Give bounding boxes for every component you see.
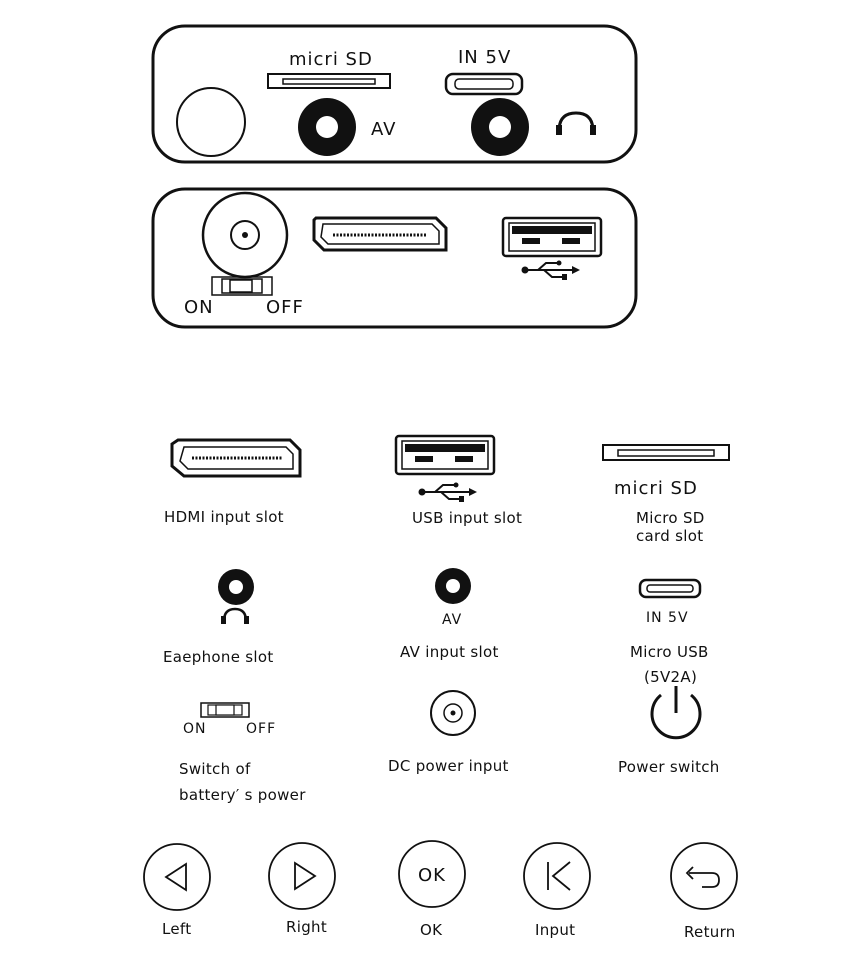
av-label: AV [371,119,397,140]
legend-dc-jack-icon [431,691,475,735]
return-arrow-icon [687,867,719,887]
legend-battery-label-line2: battery′ s power [179,786,306,804]
micro-usb-port-icon [446,74,522,94]
usb-port-icon [503,218,601,256]
in5v-label: IN 5V [458,47,512,68]
right-button-label: Right [286,918,327,936]
dc-jack-icon [203,193,287,277]
legend-headphone-icon [221,609,249,624]
ok-symbol-text: OK [418,865,446,886]
legend-microsd-label-line1: Micro SD [636,509,705,527]
hdmi-port-icon [314,218,446,250]
return-button-label: Return [684,923,736,941]
bottom-panel-frame [153,189,636,327]
legend-battery-label-line1: Switch of [179,760,251,778]
legend-usb-trident-icon [419,483,478,503]
top-panel-frame [153,26,636,162]
microsd-label: micri SD [289,49,373,70]
microsd-slot-icon [268,74,390,88]
legend-microsd-text: micri SD [614,478,698,499]
legend-hdmi-label: HDMI input slot [164,508,284,526]
top-panel [153,26,636,162]
legend-hdmi-icon [172,440,300,476]
bottom-panel [153,189,636,327]
legend-dc-label: DC power input [388,757,509,775]
legend-off-text: OFF [246,721,277,737]
on-label: ON [184,297,214,318]
headphone-icon [556,113,596,135]
legend-toggle-switch-icon [201,703,249,717]
left-button[interactable] [144,844,210,910]
input-button[interactable] [524,843,590,909]
legend-av-input-label: AV input slot [400,643,499,661]
round-button-icon [177,88,245,156]
legend-microusb-label-line1: Micro USB [630,643,709,661]
legend-power-icon [652,686,700,738]
return-button[interactable] [671,843,737,909]
legend-on-text: ON [183,721,207,737]
legend-usb-label: USB input slot [412,509,523,527]
legend-micro-usb-icon [640,580,700,597]
legend-microusb-label-line2: (5V2A) [644,668,698,686]
triangle-right-icon [295,863,315,889]
input-button-label: Input [535,921,576,939]
legend-microsd-icon [603,445,729,460]
legend-av-text: AV [442,612,463,628]
usb-trident-icon [522,261,581,281]
av-jack-icon [298,98,356,156]
earphone-jack-icon [471,98,529,156]
ok-button-label: OK [420,921,443,939]
input-source-icon [548,862,570,890]
right-button[interactable] [269,843,335,909]
triangle-left-icon [166,864,186,890]
legend-microsd-label-line2: card slot [636,527,704,545]
left-button-label: Left [162,920,192,938]
legend-in5v-text: IN 5V [646,610,689,626]
power-toggle-switch-icon [212,277,272,295]
off-label: OFF [266,297,304,318]
legend-av-jack-icon [435,568,471,604]
legend-earphone-jack-icon [218,569,254,605]
legend-earphone-label: Eaephone slot [163,648,274,666]
legend-power-label: Power switch [618,758,720,776]
ok-button[interactable] [399,841,465,907]
legend-usb-icon [396,436,494,474]
